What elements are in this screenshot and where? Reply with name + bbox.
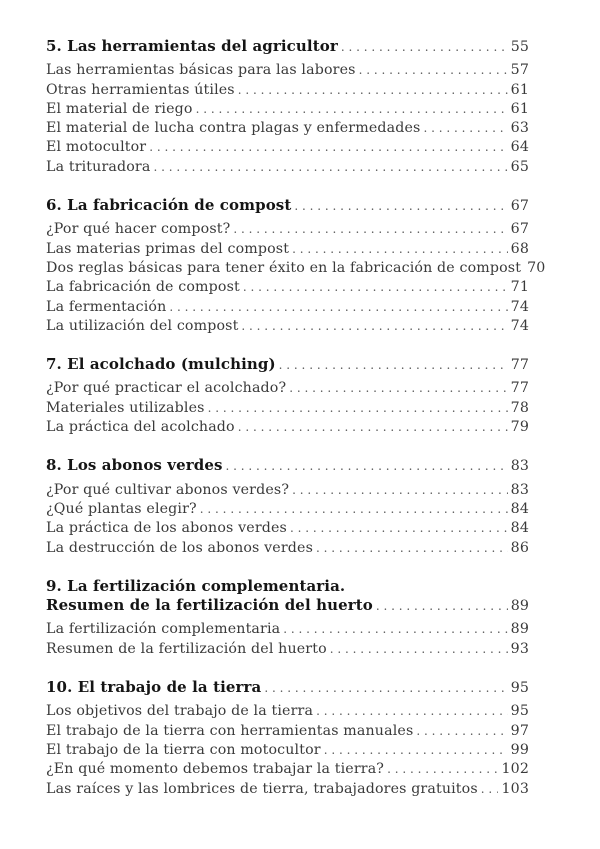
page-number: 83: [510, 481, 529, 498]
dot-leader: [290, 519, 508, 538]
page-number: 64: [510, 139, 529, 156]
page-number: 83: [510, 458, 529, 475]
chapter-title: 8. Los abonos verdes: [46, 456, 223, 475]
entry-title: ¿Por qué hacer compost?: [46, 221, 231, 238]
page-number: 70: [527, 259, 546, 276]
toc-entry[interactable]: [46, 317, 529, 336]
page-number: 86: [510, 539, 529, 556]
entry-title: ¿Por qué cultivar abonos verdes?: [46, 481, 290, 498]
toc-entry[interactable]: [46, 379, 529, 398]
dot-leader: [330, 640, 508, 659]
page-number: 67: [510, 221, 529, 238]
page-number: 55: [510, 39, 529, 55]
page-number: 103: [501, 780, 529, 797]
toc-entry[interactable]: [46, 741, 529, 760]
dot-leader: [376, 597, 508, 616]
entry-title: Materiales utilizables: [46, 399, 205, 416]
dot-leader: [233, 220, 507, 239]
page-number: 61: [510, 81, 529, 98]
page-number: 89: [510, 621, 529, 638]
toc-entry[interactable]: [46, 240, 529, 259]
toc-entry[interactable]: [46, 138, 529, 157]
page-number: 95: [510, 703, 529, 720]
toc-entry[interactable]: [46, 640, 529, 659]
toc-section: [46, 678, 529, 799]
chapter-heading[interactable]: [46, 577, 529, 596]
toc-entry[interactable]: [46, 620, 529, 639]
entry-title: La trituradora: [46, 158, 151, 175]
dot-leader: [196, 100, 508, 119]
toc-section: [46, 577, 529, 659]
entry-title: ¿Qué plantas elegir?: [46, 500, 197, 517]
dot-leader: [241, 317, 507, 336]
toc-entry[interactable]: [46, 158, 529, 177]
page-number: 61: [510, 100, 529, 117]
chapter-title: 5. Las herramientas del agricultor: [46, 37, 338, 55]
table-of-contents: [46, 37, 546, 818]
dot-leader: [316, 539, 508, 558]
dot-leader: [238, 81, 508, 100]
entry-title: Resumen de la fertilización del huerto: [46, 640, 327, 657]
entry-title: La práctica del acolchado: [46, 419, 235, 436]
toc-entry[interactable]: [46, 722, 529, 741]
toc-entry[interactable]: [46, 418, 529, 437]
page-number: 71: [510, 279, 529, 296]
toc-entry[interactable]: [46, 100, 529, 119]
toc-entry[interactable]: [46, 399, 529, 418]
dot-leader: [208, 399, 508, 418]
chapter-heading[interactable]: [46, 596, 529, 615]
toc-section: [46, 456, 529, 557]
dot-leader: [294, 197, 507, 216]
chapter-heading[interactable]: [46, 37, 529, 56]
dot-leader: [226, 457, 508, 476]
dot-leader: [416, 722, 507, 741]
dot-leader: [292, 240, 508, 259]
chapter-heading[interactable]: [46, 678, 529, 697]
toc-section: [46, 37, 529, 177]
entry-title: La fertilización complementaria: [46, 621, 281, 638]
dot-leader: [149, 138, 507, 157]
toc-entry[interactable]: [46, 220, 529, 239]
entry-title: El trabajo de la tierra con herramientas manuales: [46, 722, 414, 739]
dot-leader: [243, 278, 508, 297]
dot-leader: [279, 356, 508, 375]
dot-leader: [153, 158, 507, 177]
entry-title: Dos reglas básicas para tener éxito en la fabricación de compost: [46, 259, 522, 276]
page-number: 65: [510, 158, 529, 175]
toc-entry[interactable]: [46, 760, 529, 779]
dot-leader: [359, 61, 508, 80]
page-number: 74: [510, 317, 529, 334]
chapter-heading[interactable]: [46, 196, 529, 215]
entry-title: Los objetivos del trabajo de la tierra: [46, 703, 314, 720]
page-number: 57: [510, 62, 529, 79]
toc-entry[interactable]: [46, 81, 529, 100]
page-number: 67: [510, 198, 529, 215]
dot-leader: [481, 780, 499, 799]
page-number: 84: [510, 500, 529, 517]
dot-leader: [169, 298, 507, 317]
page-number: 99: [510, 741, 529, 758]
page-number: 97: [510, 722, 529, 739]
entry-title: Otras herramientas útiles: [46, 81, 235, 98]
toc-entry[interactable]: [46, 702, 529, 721]
page-number: 102: [501, 761, 529, 778]
page-number: 93: [510, 640, 529, 657]
dot-leader: [289, 379, 507, 398]
entry-title: Las materias primas del compost: [46, 240, 290, 257]
toc-entry[interactable]: [46, 278, 529, 297]
page-number: 78: [510, 399, 529, 416]
chapter-title: 10. El trabajo de la tierra: [46, 678, 262, 697]
page-number: 84: [510, 520, 529, 537]
entry-title: ¿En qué momento debemos trabajar la tierra?: [46, 761, 385, 778]
dot-leader: [238, 418, 508, 437]
page-number: 95: [510, 680, 529, 697]
entry-title: La fabricación de compost: [46, 279, 240, 296]
toc-entry[interactable]: [46, 539, 529, 558]
dot-leader: [316, 702, 508, 721]
toc-entry[interactable]: [46, 519, 529, 538]
page-number: 68: [510, 240, 529, 257]
toc-entry[interactable]: [46, 500, 529, 519]
dot-leader: [423, 119, 507, 138]
entry-title: La práctica de los abonos verdes: [46, 520, 287, 537]
entry-title: El motocultor: [46, 139, 147, 156]
page-number: 74: [510, 298, 529, 315]
chapter-heading[interactable]: [46, 355, 529, 374]
chapter-title: 7. El acolchado (mulching): [46, 355, 276, 374]
toc-entry[interactable]: [46, 780, 529, 799]
dot-leader: [283, 620, 507, 639]
entry-title: El trabajo de la tierra con motocultor: [46, 741, 321, 758]
entry-title: La destrucción de los abonos verdes: [46, 539, 313, 556]
page-number: 89: [510, 598, 529, 615]
entry-title: Las raíces y las lombrices de tierra, trabajadores gratuitos: [46, 780, 478, 797]
entry-title: La utilización del compost: [46, 317, 239, 334]
chapter-title: Resumen de la fertilización del huerto: [46, 596, 373, 615]
chapter-heading[interactable]: [46, 456, 529, 475]
toc-entry[interactable]: [46, 119, 529, 138]
toc-entry[interactable]: [46, 259, 546, 278]
entry-title: La fermentación: [46, 298, 167, 315]
page-number: 79: [510, 419, 529, 436]
dot-leader: [200, 500, 508, 519]
toc-entry[interactable]: [46, 298, 529, 317]
toc-section: [46, 196, 546, 336]
toc-section: [46, 355, 529, 437]
dot-leader: [264, 679, 507, 698]
entry-title: Las herramientas básicas para las labores: [46, 62, 356, 79]
dot-leader: [387, 760, 498, 779]
entry-title: ¿Por qué practicar el acolchado?: [46, 380, 287, 397]
toc-entry[interactable]: [46, 481, 529, 500]
entry-title: El material de riego: [46, 100, 193, 117]
page-number: 63: [510, 120, 529, 137]
chapter-title: 6. La fabricación de compost: [46, 196, 292, 215]
dot-leader: [324, 741, 508, 760]
dot-leader: [341, 38, 508, 57]
page-number: 77: [510, 380, 529, 397]
chapter-title: 9. La fertilización complementaria.: [46, 576, 346, 595]
toc-entry[interactable]: [46, 61, 529, 80]
entry-title: El material de lucha contra plagas y enfermedades: [46, 120, 421, 137]
dot-leader: [292, 481, 508, 500]
page-number: 77: [510, 357, 529, 374]
